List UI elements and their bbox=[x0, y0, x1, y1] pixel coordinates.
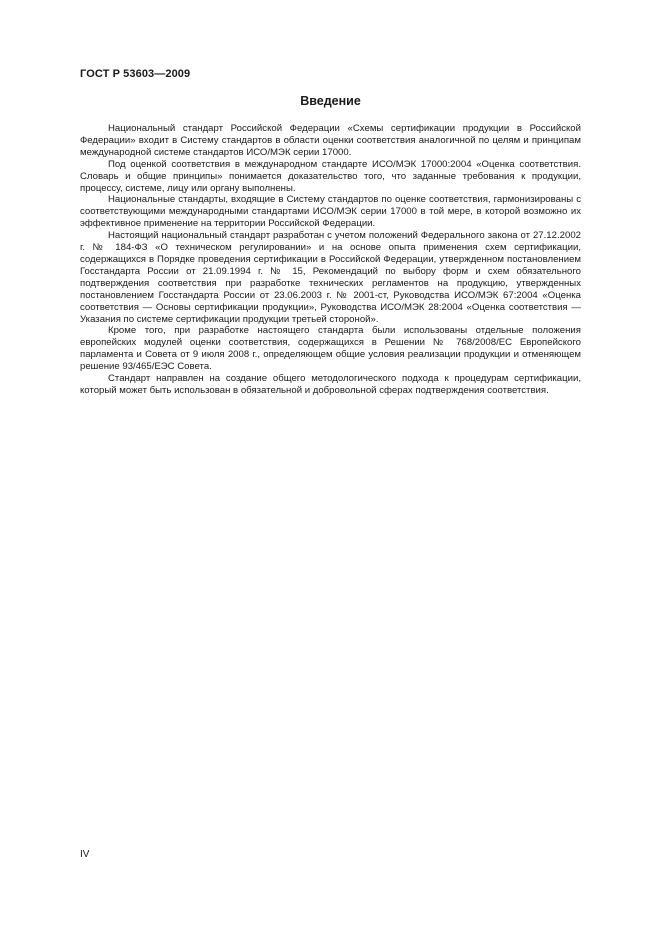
paragraph: Национальный стандарт Российской Федерации «Схемы сертификации продукции в Российской Федерации» входит в Систему стандартов в области оценки соответствия аналогичной по целям и принципам международной системе стандартов ИСО/МЭК серии 17000. bbox=[80, 123, 581, 158]
section-title: Введение bbox=[300, 94, 361, 108]
standard-header: ГОСТ Р 53603—2009 bbox=[80, 68, 191, 80]
introduction-body bbox=[80, 123, 581, 397]
paragraph: Национальные стандарты, входящие в Систему стандартов по оценке соответствия, гармонизированы с соответствующими международными стандартами ИСО/МЭК серии 17000 в той мере, в которой возможно их эффективное применение на территории Российской Федерации. bbox=[80, 194, 581, 230]
paragraph: Настоящий национальный стандарт разработан с учетом положений Федерального закона от 27.12.2002 г. № 184-ФЗ «О техническом регулировании» и на основе опыта применения схем сертификации, содержащихся в Порядке проведения сертификации в Российской Федерации, утвержденном постановлением Госстандарта России от 21.09.1994 г. № 15, Рекомендаций по выбору форм и схем обязательного подтверждения соответствия при разработке технических регламентов на продукцию, утвержденных постановлением Госстандарта России от 23.06.2003 г. № 2001-ст, Руководства ИСО/МЭК 67:2004 «Оценка соответствия — Основы сертификации продукции», Руководства ИСО/МЭК 28:2004 «Оценка соответствия — Указания по системе сертификации продукции третьей стороной». bbox=[80, 230, 581, 325]
paragraph: Стандарт направлен на создание общего методологического подхода к процедурам сертификации, который может быть использован в обязательной и добровольной сферах подтверждения соответствия. bbox=[80, 373, 581, 396]
page-number: IV bbox=[80, 849, 90, 860]
paragraph: Кроме того, при разработке настоящего стандарта были использованы отдельные положения европейских модулей оценки соответствия, содержащихся в Решении № 768/2008/ЕС Европейского парламента и Совета от 9 июля 2008 г., определяющем общие условия реализации продукции и отменяющем решение 93/465/ЕЭС Совета. bbox=[80, 325, 581, 373]
paragraph: Под оценкой соответствия в международном стандарте ИСО/МЭК 17000:2004 «Оценка соответствия. Словарь и общие принципы» понимается доказательство того, что заданные требования к продукции, процессу, системе, лицу или органу выполнены. bbox=[80, 158, 581, 194]
